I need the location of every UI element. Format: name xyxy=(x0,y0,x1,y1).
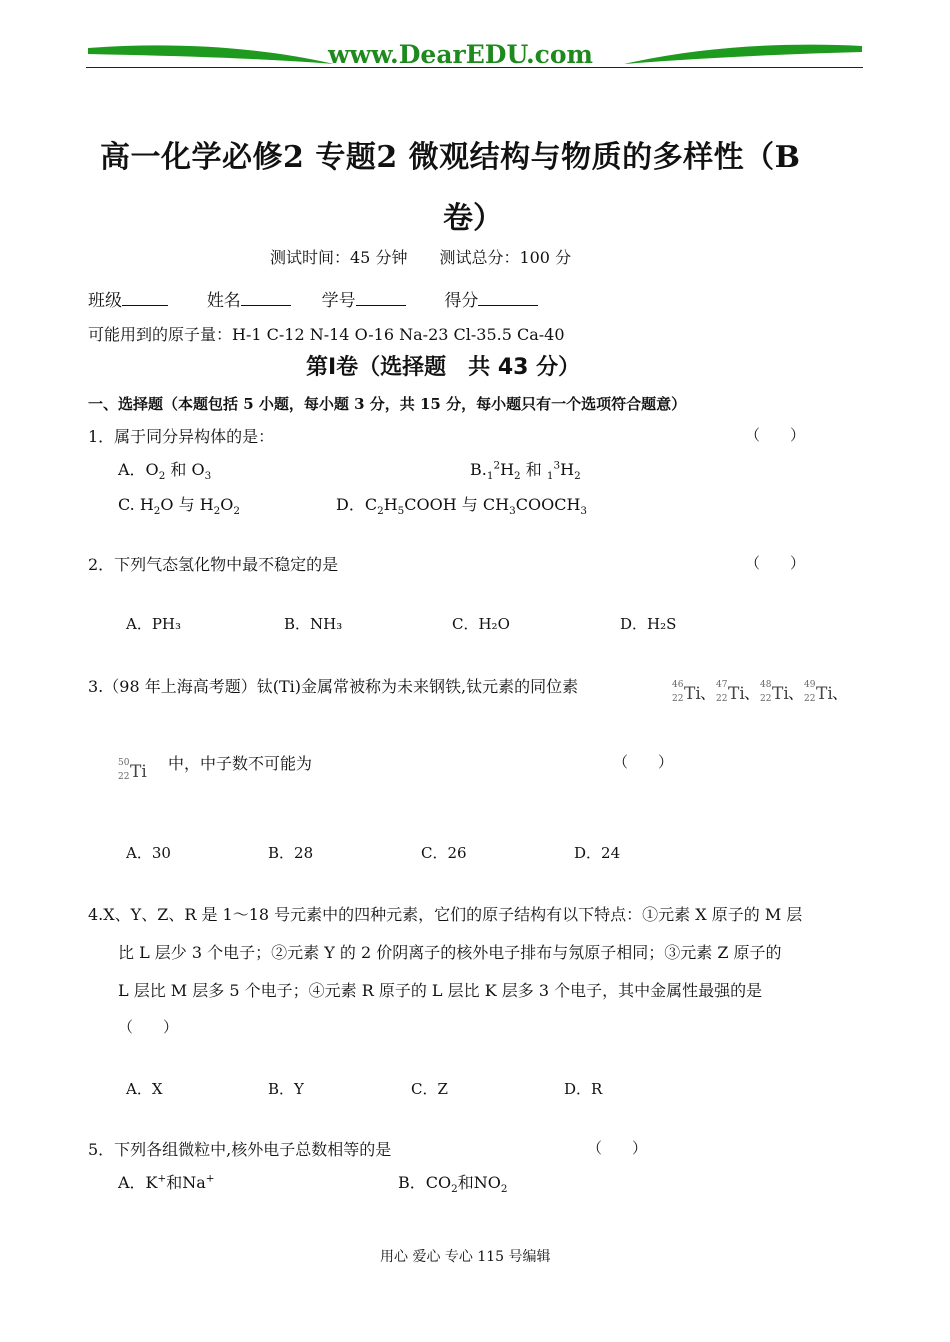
site-logo-text: www.DearEDU.com xyxy=(328,40,594,69)
test-info: 测试时间：45 分钟 测试总分：100 分 xyxy=(270,248,572,267)
field-id-label: 学号 xyxy=(321,291,356,311)
q4-line-1: 4.X、Y、Z、R 是 1～18 号元素中的四种元素，它们的原子结构有以下特点：①元素 X 原子的 M 层 xyxy=(88,905,803,924)
isotope-ti-49: 49 22 Ti xyxy=(804,680,833,704)
q3-paren: （ ） xyxy=(613,753,674,771)
q5-option-b[interactable]: B．$CO_2$和$NO_2$ xyxy=(398,1173,508,1196)
field-class-blank[interactable] xyxy=(122,289,168,306)
q5-stem: 5．下列各组微粒中,核外电子总数相等的是 xyxy=(88,1140,392,1159)
q4-option-d[interactable]: D．R xyxy=(564,1080,603,1098)
q4-option-c[interactable]: C．Z xyxy=(411,1080,448,1098)
q4-line-3: L 层比 M 层多 5 个电子；④元素 R 原子的 L 层比 K 层多 3 个电子，其中金属性最强的是 xyxy=(118,981,763,1000)
q1-option-c[interactable]: C. $H_2O$ 与 $H_2O_2$ xyxy=(118,495,241,518)
section-title: 一、选择题（本题包括 5 小题，每小题 3 分，共 15 分，每小题只有一个选项符合题意） xyxy=(88,395,687,413)
q2-stem: 2．下列气态氢化物中最不稳定的是 xyxy=(88,555,339,574)
q2-option-a[interactable]: A．PH₃ xyxy=(126,615,182,633)
isotope-ti-48: 48 22 Ti xyxy=(760,680,789,704)
field-id-blank[interactable] xyxy=(356,289,406,306)
q4-option-a[interactable]: A．X xyxy=(126,1080,163,1098)
q1-stem: 1．属于同分异构体的是： xyxy=(88,427,275,446)
q3-option-d[interactable]: D．24 xyxy=(574,844,621,862)
q2-option-d[interactable]: D．H₂S xyxy=(620,615,677,633)
page-footer: 用心 爱心 专心 115 号编辑 xyxy=(380,1249,551,1265)
q4-option-b[interactable]: B．Y xyxy=(268,1080,304,1098)
q3-stem: 3.（98 年上海高考题）钛(Ti)金属常被称为未来钢铁,钛元素的同位素 xyxy=(88,677,579,696)
q2-option-c[interactable]: C．H₂O xyxy=(452,615,510,633)
q3-option-a[interactable]: A．30 xyxy=(126,844,171,862)
q4-line-2: 比 L 层少 3 个电子；②元素 Y 的 2 价阴离子的核外电子排布与氖原子相同；③元素 Z 原子的 xyxy=(118,943,782,962)
header-swoosh-left xyxy=(86,40,336,70)
q3-option-b[interactable]: B．28 xyxy=(268,844,314,862)
q1-option-b[interactable]: $B._1^2H_2$ 和 $_1^3H_2$ xyxy=(470,459,581,483)
q3-isotope-list: 46 22 Ti 、 47 22 Ti 、 48 22 Ti 、 49 22 Ti 、 xyxy=(672,680,848,708)
field-name-label: 姓名 xyxy=(206,291,241,311)
student-fields xyxy=(88,286,538,311)
q4-paren: （ ） xyxy=(118,1018,179,1036)
q1-option-d[interactable]: D．$C_2H_5COOH$ 与 $CH_3COOCH_3$ xyxy=(336,495,588,518)
q3-stem2: 中，中子数不可能为 xyxy=(168,754,313,773)
q2-paren: （ ） xyxy=(745,554,806,572)
field-score-blank[interactable] xyxy=(478,289,538,306)
q5-option-a[interactable]: A．K+和Na+ xyxy=(118,1172,215,1192)
q5-paren: （ ） xyxy=(587,1139,648,1157)
page-title-line2: 卷） xyxy=(443,201,503,236)
part-title: 第Ⅰ卷（选择题 共 43 分） xyxy=(306,355,581,380)
header-swoosh-right xyxy=(622,40,864,70)
q1-paren: （ ） xyxy=(745,426,806,444)
q3-option-c[interactable]: C．26 xyxy=(421,844,467,862)
isotope-ti-46: 46 22 Ti xyxy=(672,680,701,704)
header-rule xyxy=(86,67,863,68)
q1-option-a[interactable]: A．$O_2$ 和 $O_3$ xyxy=(118,460,212,483)
q3-isotope-50: 50 22 Ti xyxy=(118,758,147,782)
q2-option-b[interactable]: B．NH₃ xyxy=(284,615,343,633)
field-score-label: 得分 xyxy=(444,291,479,311)
field-name-blank[interactable] xyxy=(241,289,291,306)
page-title-line1: 高一化学必修2 专题2 微观结构与物质的多样性（B xyxy=(100,140,801,175)
isotope-ti-47: 47 22 Ti xyxy=(716,680,745,704)
atomic-masses: 可能用到的原子量：H-1 C-12 N-14 O-16 Na-23 Cl-35.5 Ca-40 xyxy=(88,325,565,344)
field-class-label: 班级 xyxy=(88,291,122,311)
